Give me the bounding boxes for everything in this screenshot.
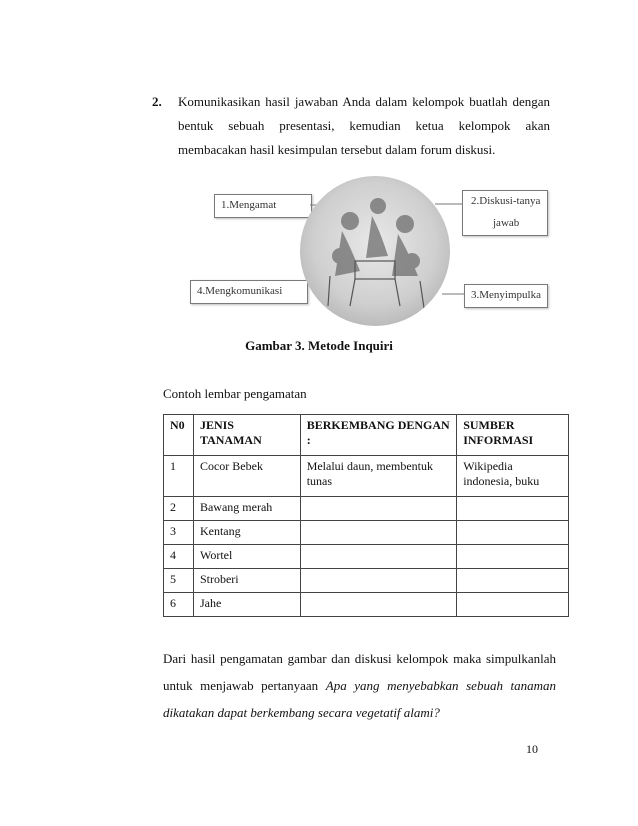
observation-table: [163, 414, 569, 617]
page-number: 10: [526, 742, 538, 756]
inquiry-method-figure: [180, 176, 550, 326]
table-cell: Stroberi: [193, 569, 300, 593]
table-cell: Bawang merah: [193, 497, 300, 521]
column-header: JENIS TANAMAN: [193, 415, 300, 456]
step-box-mengamati: 1.Mengamat: [214, 194, 312, 218]
table-cell: [457, 569, 569, 593]
table-cell: Jahe: [193, 593, 300, 617]
step-box-menyimpulkan: 3.Menyimpulka: [464, 284, 548, 308]
step-box-diskusi: 2.Diskusi-tanya jawab: [462, 190, 548, 236]
table-cell: Cocor Bebek: [193, 456, 300, 497]
table-row: [164, 456, 569, 497]
table-header-row: [164, 415, 569, 456]
table-cell: 1: [164, 456, 194, 497]
table-cell: [457, 593, 569, 617]
table-cell: Kentang: [193, 521, 300, 545]
figure-caption: Gambar 3. Metode Inquiri: [245, 338, 393, 353]
paragraph-text: Dari hasil pengamatan gambar dan diskusi kelompok maka simpulkanlah untuk menjawab pertanyaan: [163, 651, 556, 693]
instruction-text: Komunikasikan hasil jawaban Anda dalam kelompok buatlah dengan bentuk sebuah presentasi, kemudian ketua kelompok akan membacakan hasil kesimpulan tersebut dalam forum diskusi.: [178, 94, 550, 157]
column-header: BERKEMBANG DENGAN :: [300, 415, 457, 456]
discussion-group-photo: [300, 176, 450, 326]
observation-sheet-label: Contoh lembar pengamatan: [163, 386, 307, 401]
table-row: [164, 545, 569, 569]
table-cell: 4: [164, 545, 194, 569]
table-cell: Wikipedia indonesia, buku: [457, 456, 569, 497]
table-cell: 6: [164, 593, 194, 617]
table-cell: Melalui daun, membentuk tunas: [300, 456, 457, 497]
column-header: N0: [164, 415, 194, 456]
column-header: SUMBER INFORMASI: [457, 415, 569, 456]
table-cell: [300, 593, 457, 617]
table-cell: [300, 497, 457, 521]
table-cell: [300, 545, 457, 569]
table-cell: 3: [164, 521, 194, 545]
table-cell: [300, 569, 457, 593]
table-cell: [457, 521, 569, 545]
table-cell: 5: [164, 569, 194, 593]
table-cell: [457, 545, 569, 569]
table-cell: [300, 521, 457, 545]
step-box-mengkomunikasi: 4.Mengkomunikasi: [190, 280, 308, 304]
table-row: [164, 521, 569, 545]
item-number: 2.: [152, 94, 162, 109]
table-row: [164, 593, 569, 617]
paragraph-question: Apa yang menyebabkan sebuah tanaman dikatakan dapat berkembang secara vegetatif alami?: [163, 678, 556, 720]
table-cell: 2: [164, 497, 194, 521]
table-row: [164, 569, 569, 593]
table-cell: [457, 497, 569, 521]
table-cell: Wortel: [193, 545, 300, 569]
table-row: [164, 497, 569, 521]
conclusion-paragraph: [163, 645, 556, 726]
